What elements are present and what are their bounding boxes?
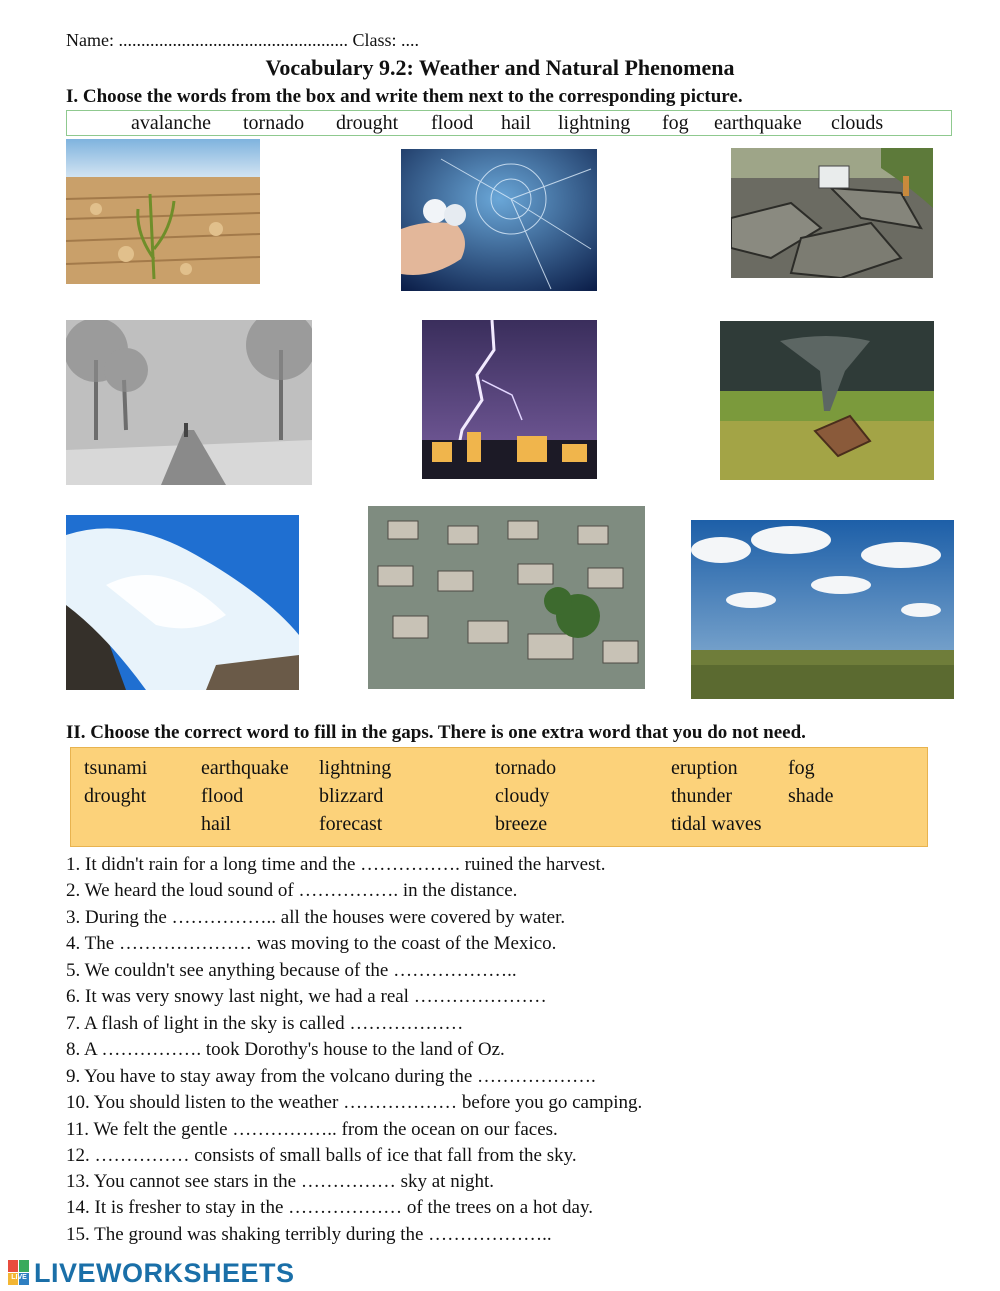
box-word: earthquake [201, 757, 289, 779]
word-fog: fog [662, 112, 689, 134]
sentence: 2. We heard the loud sound of ……………. in the distance. [66, 880, 518, 901]
box-word: shade [788, 785, 834, 807]
drought-picture [66, 139, 260, 284]
sentence: 1. It didn't rain for a long time and the ……………. ruined the harvest. [66, 854, 606, 875]
sentence: 12. …………… consists of small balls of ice that fall from the sky. [66, 1145, 577, 1166]
sentence: 3. During the …………….. all the houses were covered by water. [66, 907, 566, 928]
earthquake-picture [731, 148, 933, 278]
hail-picture [401, 149, 597, 291]
word-clouds: clouds [831, 112, 884, 134]
word-box-2 [70, 747, 928, 847]
flood-picture [368, 506, 645, 689]
word-box-1 [66, 110, 952, 136]
part2-instruction: II. Choose the correct word to fill in the gaps. There is one extra word that you do not need. [66, 722, 806, 743]
tornado-picture [720, 321, 934, 480]
sentence: 7. A flash of light in the sky is called ……………… [66, 1013, 464, 1034]
box-word: breeze [495, 813, 548, 835]
liveworksheets-logo [8, 1258, 295, 1288]
box-word: blizzard [319, 785, 384, 807]
box-word: cloudy [495, 785, 550, 807]
lightning-picture [422, 320, 597, 479]
sentence: 13. You cannot see stars in the …………… sky at night. [66, 1171, 495, 1192]
box-word: fog [788, 757, 815, 779]
page-title: Vocabulary 9.2: Weather and Natural Phenomena [265, 55, 735, 80]
sentence: 10. You should listen to the weather ……………… before you go camping. [66, 1092, 643, 1113]
word-hail: hail [501, 112, 531, 134]
logo-side-text: LIVE [11, 1274, 27, 1281]
sentence: 6. It was very snowy last night, we had a real ………………… [66, 986, 547, 1007]
box-word: hail [201, 813, 231, 835]
word-flood: flood [431, 112, 474, 134]
sentence: 5. We couldn't see anything because of the ……………….. [66, 960, 517, 981]
name-class-line: Name: ................................................... Class: .... [66, 30, 419, 50]
word-lightning: lightning [558, 112, 631, 134]
sentence: 8. A ……………. took Dorothy's house to the land of Oz. [66, 1039, 505, 1060]
logo-icon [8, 1260, 30, 1286]
word-drought: drought [336, 112, 399, 134]
box-word: thunder [671, 785, 733, 807]
sentence: 15. The ground was shaking terribly during the ……………….. [66, 1224, 552, 1245]
part1-instruction: I. Choose the words from the box and write them next to the corresponding picture. [66, 86, 743, 107]
clouds-picture [691, 520, 954, 699]
box-word: tidal waves [671, 813, 762, 835]
sentence: 14. It is fresher to stay in the ……………… of the trees on a hot day. [66, 1197, 593, 1218]
sentence: 9. You have to stay away from the volcano during the ………………. [66, 1066, 596, 1087]
logo-text: LIVEWORKSHEETS [34, 1257, 295, 1288]
word-tornado: tornado [243, 112, 305, 134]
sentence: 11. We felt the gentle …………….. from the ocean on our faces. [66, 1119, 558, 1140]
box-word: tsunami [84, 757, 148, 779]
box-word: flood [201, 785, 244, 807]
box-word: eruption [671, 757, 738, 779]
word-avalanche: avalanche [131, 112, 211, 134]
box-word: tornado [495, 757, 557, 779]
box-word: drought [84, 785, 147, 807]
box-word: lightning [319, 757, 392, 779]
sentence: 4. The ………………… was moving to the coast of the Mexico. [66, 933, 557, 954]
word-earthquake: earthquake [714, 112, 802, 134]
avalanche-picture [66, 515, 299, 690]
box-word: forecast [319, 813, 383, 835]
fog-picture [66, 320, 312, 485]
